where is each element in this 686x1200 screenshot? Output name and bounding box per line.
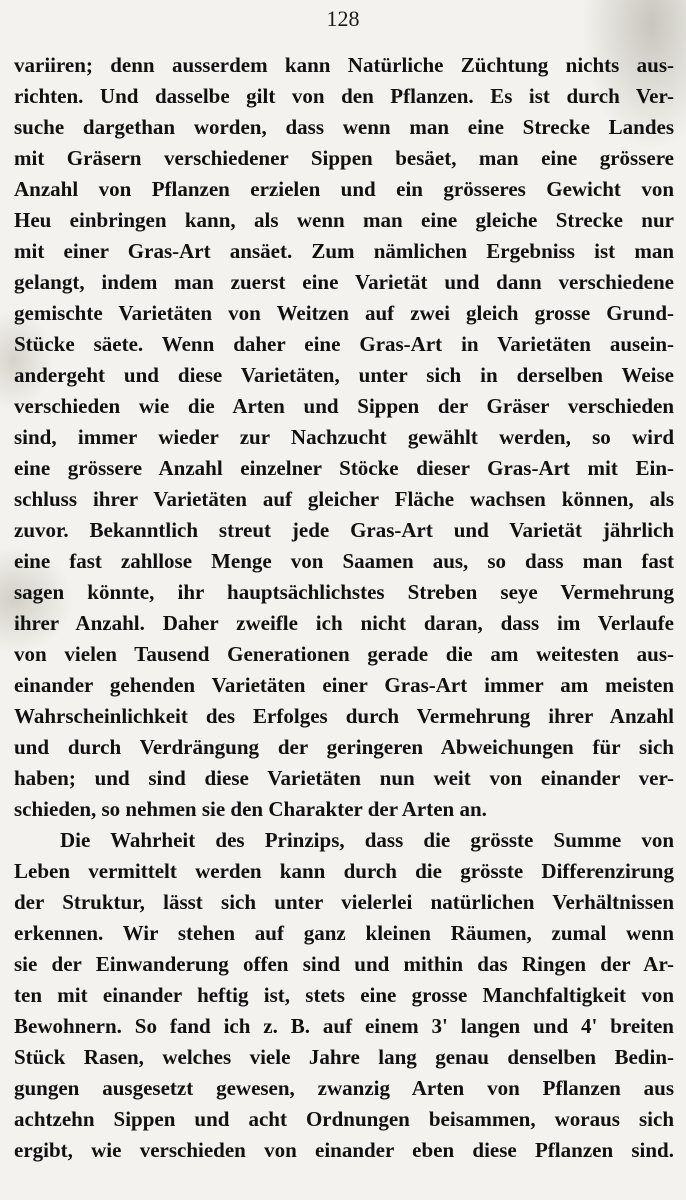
text-line: Heu einbringen kann, als wenn man eine gleiche Strecke nur xyxy=(14,208,674,232)
text-line: variiren; denn ausserdem kann Natürliche Züchtung nichts aus- xyxy=(14,53,674,77)
text-line: suche dargethan worden, dass wenn man eine Strecke Landes xyxy=(14,115,674,139)
text-line: gungen ausgesetzt gewesen, zwanzig Arten von Pflanzen aus xyxy=(14,1076,674,1100)
text-line: Stück Rasen, welches viele Jahre lang genau denselben Bedin- xyxy=(14,1045,674,1069)
text-line: der Struktur, lässt sich unter vielerlei natürlichen Verhältnissen xyxy=(14,890,674,914)
text-line: Wahrscheinlichkeit des Erfolges durch Vermehrung ihrer Anzahl xyxy=(14,704,674,728)
text-line: und durch Verdrängung der geringeren Abweichungen für sich xyxy=(14,735,674,759)
text-line: Die Wahrheit des Prinzips, dass die grösste Summe von xyxy=(60,828,674,852)
text-line: Bewohnern. So fand ich z. B. auf einem 3' langen und 4' breiten xyxy=(14,1014,674,1038)
text-line: richten. Und dasselbe gilt von den Pflanzen. Es ist durch Ver- xyxy=(14,84,674,108)
text-line: einander gehenden Varietäten einer Gras-Art immer am meisten xyxy=(14,673,674,697)
text-line: gelangt, indem man zuerst eine Varietät und dann verschiedene xyxy=(14,270,674,294)
text-line: schluss ihrer Varietäten auf gleicher Fläche wachsen können, als xyxy=(14,487,674,511)
page-number: 128 xyxy=(326,6,360,31)
text-line: sind, immer wieder zur Nachzucht gewählt werden, so wird xyxy=(14,425,674,449)
body-text xyxy=(14,50,674,1166)
text-line: achtzehn Sippen und acht Ordnungen beisammen, woraus sich xyxy=(14,1107,674,1131)
text-line: mit einer Gras-Art ansäet. Zum nämlichen Ergebniss ist man xyxy=(14,239,674,263)
text-line: zuvor. Bekanntlich streut jede Gras-Art und Varietät jährlich xyxy=(14,518,674,542)
text-line: Stücke säete. Wenn daher eine Gras-Art in Varietäten ausein- xyxy=(14,332,674,356)
text-line: ihrer Anzahl. Daher zweifle ich nicht daran, dass im Verlaufe xyxy=(14,611,674,635)
text-line: erkennen. Wir stehen auf ganz kleinen Räumen, zumal wenn xyxy=(14,921,674,945)
text-line: andergeht und diese Varietäten, unter sich in derselben Weise xyxy=(14,363,674,387)
text-line: eine grössere Anzahl einzelner Stöcke dieser Gras-Art mit Ein- xyxy=(14,456,674,480)
text-line: Anzahl von Pflanzen erzielen und ein grösseres Gewicht von xyxy=(14,177,674,201)
text-line: sagen könnte, ihr hauptsächlichstes Streben seye Vermehrung xyxy=(14,580,674,604)
text-line: eine fast zahllose Menge von Saamen aus, so dass man fast xyxy=(14,549,674,573)
text-line: schieden, so nehmen sie den Charakter der Arten an. xyxy=(14,797,487,821)
text-line: haben; und sind diese Varietäten nun weit von einander ver- xyxy=(14,766,674,790)
text-line: ergibt, wie verschieden von einander eben diese Pflanzen sind. xyxy=(14,1138,674,1162)
text-line: ten mit einander heftig ist, stets eine grosse Manchfaltigkeit von xyxy=(14,983,674,1007)
text-line: Leben vermittelt werden kann durch die grösste Differenzirung xyxy=(14,859,674,883)
text-line: mit Gräsern verschiedener Sippen besäet, man eine grössere xyxy=(14,146,674,170)
text-line: verschieden wie die Arten und Sippen der Gräser verschieden xyxy=(14,394,674,418)
text-line: von vielen Tausend Generationen gerade die am weitesten aus- xyxy=(14,642,674,666)
text-line: sie der Einwanderung offen sind und mithin das Ringen der Ar- xyxy=(14,952,674,976)
text-line: gemischte Varietäten von Weitzen auf zwei gleich grosse Grund- xyxy=(14,301,674,325)
